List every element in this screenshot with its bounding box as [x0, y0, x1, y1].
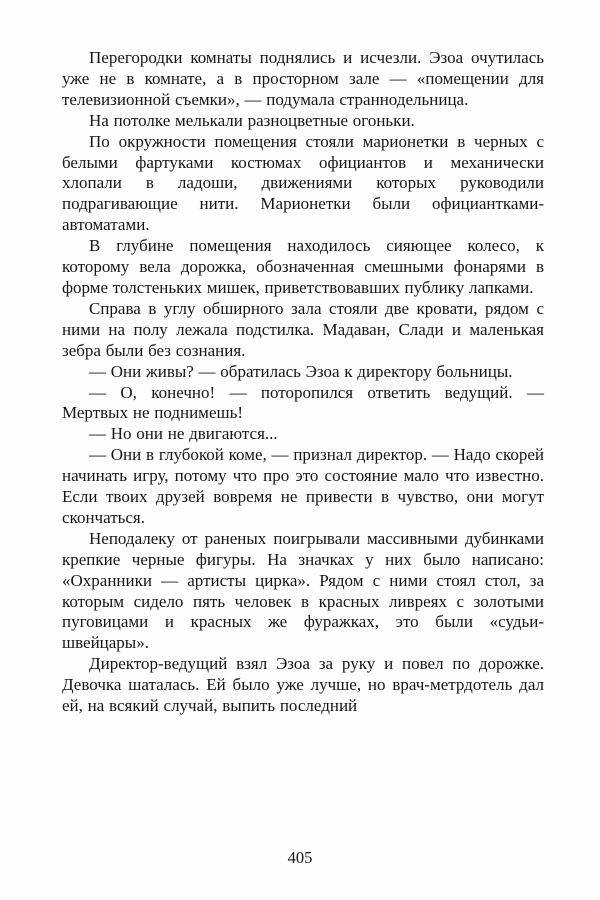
- paragraph-dialogue: — Они живы? — обратилась Эзоа к директору больницы.: [89, 361, 513, 381]
- paragraph-dialogue: — Они в глубокой коме, — признал директор. — Надо скорей начинать игру, потому что про это состояние мало что известно. Если твоих друзей вовремя не привести в чувство, они могут скончаться.: [62, 445, 544, 527]
- paragraph-dialogue: — Но они не двигаются...: [89, 424, 278, 444]
- paragraph-dialogue: — О, конечно! — поторопился ответить ведущий. — Мертвых не поднимешь!: [62, 382, 544, 423]
- paragraph: Неподалеку от раненых поигрывали массивными дубинками крепкие черные фигуры. На значках у них было написано: «Охранники — артисты цирка». Рядом с ними стоял стол, за которым сидело пять человек в красных ливреях с золотыми пуговицами и красных же фуражках, это были «судьи-швейцары».: [62, 528, 544, 653]
- paragraph: По окружности помещения стояли марионетки в черных с белыми фартуками костюмах официантов и механически хлопали в ладоши, движениями которых руководили подрагивающие нити. Марионетки были официантками-автоматами.: [62, 131, 544, 235]
- paragraph: Перегородки комнаты поднялись и исчезли. Эзоа очутилась уже не в комнате, а в просторном зале — «помещении для телевизионной съемки», — подумала страннодельница.: [62, 48, 544, 109]
- paragraph: На потолке мелькали разноцветные огоньки.: [89, 110, 415, 130]
- page-number: 405: [287, 848, 313, 867]
- paragraph: Директор-ведущий взял Эзоа за руку и повел по дорожке. Девочка шаталась. Ей было уже лучше, но врач-метрдотель дал ей, на всякий случай, выпить последний: [62, 654, 544, 716]
- paragraph: В глубине помещения находилось сияющее колесо, к которому вела дорожка, обозначенная смешными фонарями в форме толстеньких мишек, приветствовавших публику лапками.: [62, 236, 544, 297]
- paragraph: Справа в углу обширного зала стояли две кровати, рядом с ними на полу лежала подстилка. Мадаван, Слади и маленькая зебра были без сознания.: [62, 298, 544, 360]
- page-text-block: [62, 48, 544, 717]
